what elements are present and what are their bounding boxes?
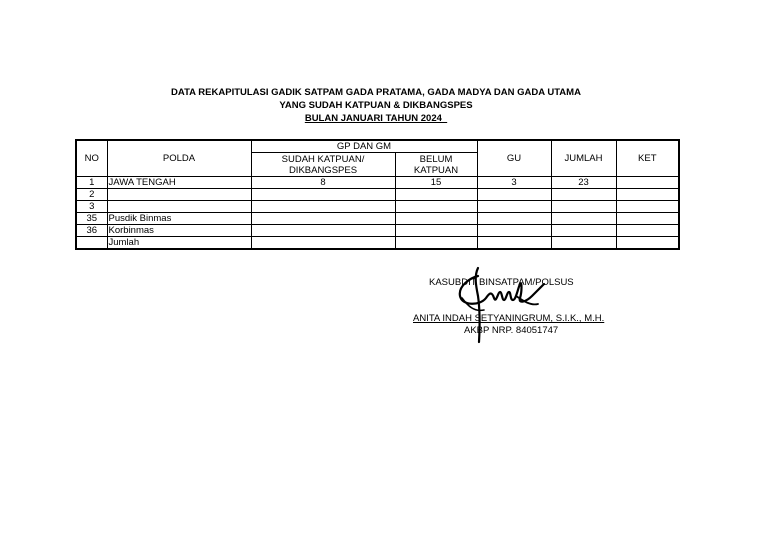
cell-ket — [616, 237, 679, 250]
cell-gu — [477, 237, 551, 250]
cell-belum — [395, 201, 477, 213]
handwritten-signature — [440, 262, 550, 350]
header-belum-katpuan: BELUM KATPUAN — [395, 153, 477, 177]
document-title-line-3 — [0, 112, 752, 125]
table-row — [76, 225, 679, 237]
cell-polda: JAWA TENGAH — [107, 177, 251, 189]
cell-sudah — [251, 237, 395, 250]
signer-nrp: AKBP NRP. 84051747 — [464, 325, 559, 336]
header-gu: GU — [477, 140, 551, 177]
table-row — [76, 213, 679, 225]
cell-belum: 15 — [395, 177, 477, 189]
cell-polda: Korbinmas — [107, 225, 251, 237]
cell-sudah — [251, 201, 395, 213]
cell-jumlah: 23 — [551, 177, 616, 189]
cell-jumlah — [551, 189, 616, 201]
cell-jumlah — [551, 201, 616, 213]
table-row — [76, 177, 679, 189]
document-title-line-1: DATA REKAPITULASI GADIK SATPAM GADA PRATAMA, GADA MADYA DAN GADA UTAMA — [171, 87, 581, 98]
cell-jumlah — [551, 213, 616, 225]
cell-belum — [395, 189, 477, 201]
cell-gu: 3 — [477, 177, 551, 189]
cell-no — [76, 237, 107, 250]
cell-jumlah — [551, 225, 616, 237]
cell-gu — [477, 189, 551, 201]
table-row — [76, 201, 679, 213]
cell-no: 3 — [76, 201, 107, 213]
cell-belum — [395, 213, 477, 225]
cell-ket — [616, 201, 679, 213]
cell-gu — [477, 213, 551, 225]
cell-no: 35 — [76, 213, 107, 225]
header-sudah-katpuan: SUDAH KATPUAN/ DIKBANGSPES — [251, 153, 395, 177]
cell-no: 36 — [76, 225, 107, 237]
cell-polda — [107, 189, 251, 201]
document-title-line-2: YANG SUDAH KATPUAN & DIKBANGSPES — [279, 100, 473, 111]
header-jumlah: JUMLAH — [551, 140, 616, 177]
cell-gu — [477, 201, 551, 213]
cell-polda — [107, 201, 251, 213]
cell-polda: Pusdik Binmas — [107, 213, 251, 225]
header-gp-dan-gm: GP DAN GM — [251, 140, 477, 153]
cell-ket — [616, 177, 679, 189]
cell-jumlah — [551, 237, 616, 250]
cell-no: 2 — [76, 189, 107, 201]
header-no: NO — [76, 140, 107, 177]
cell-sudah: 8 — [251, 177, 395, 189]
cell-ket — [616, 213, 679, 225]
cell-ket — [616, 189, 679, 201]
cell-ket — [616, 225, 679, 237]
table-row — [76, 189, 679, 201]
cell-no: 1 — [76, 177, 107, 189]
recap-table — [75, 139, 680, 250]
cell-sudah — [251, 189, 395, 201]
header-ket: KET — [616, 140, 679, 177]
cell-sudah — [251, 225, 395, 237]
signer-position: KASUBDIT BINSATPAM/POLSUS — [429, 277, 574, 288]
signer-name: ANITA INDAH SETYANINGRUM, S.I.K., M.H. — [413, 313, 605, 324]
table-row-total — [76, 237, 679, 250]
cell-belum — [395, 225, 477, 237]
cell-polda: Jumlah — [107, 237, 251, 250]
header-polda: POLDA — [107, 140, 251, 177]
cell-gu — [477, 225, 551, 237]
document-period: BULAN JANUARI TAHUN 2024 — [304, 113, 448, 124]
cell-sudah — [251, 213, 395, 225]
cell-belum — [395, 237, 477, 250]
